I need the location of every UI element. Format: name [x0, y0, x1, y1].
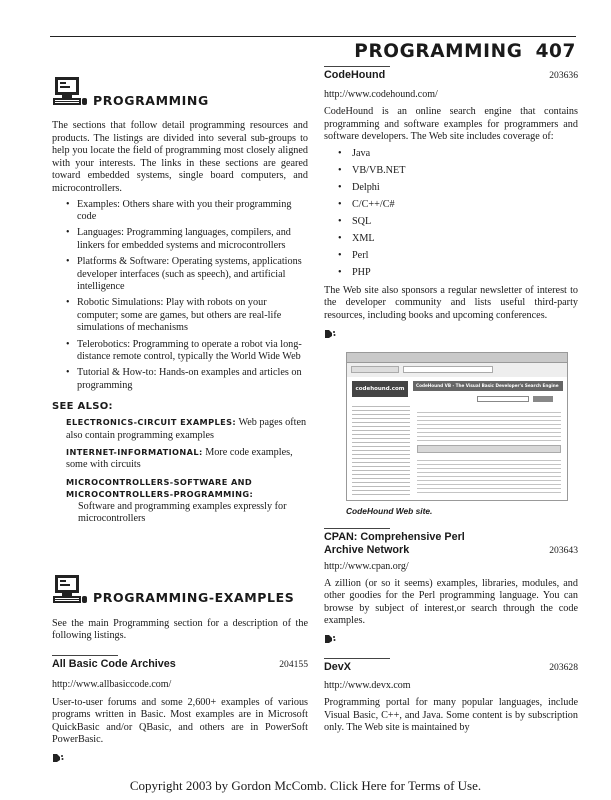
list-item: • Examples: Others share with you their programming code [66, 199, 308, 224]
listing-id: 203643 [549, 544, 578, 556]
language-list [338, 148, 578, 279]
listing-name: CodeHound [324, 69, 386, 81]
copyright-footer[interactable]: Copyright 2003 by Gordon McComb. Click Here for Terms of Use. [129, 778, 482, 793]
see-also-item [66, 476, 308, 526]
screenshot-caption: CodeHound Web site. [346, 505, 433, 516]
listing-allbasic [52, 655, 308, 763]
browser-toolbar [351, 366, 399, 373]
list-item: • Languages: Programming languages, compilers, and linkers for embedded systems and microcontrollers [66, 227, 308, 252]
list-item: • Telerobotics: Programming to operate a robot via long-distance remote control, typically the World Wide Web [66, 339, 308, 364]
programming-examples-title: PROGRAMMING-EXAMPLES [93, 590, 295, 605]
programming-examples-heading [52, 574, 308, 606]
see-also-item [66, 446, 308, 472]
computer-icon [52, 76, 88, 108]
list-item: • XML [338, 233, 578, 245]
see-also-desc: More code examples, some with circuits [66, 447, 293, 471]
listing-url[interactable]: http://www.allbasiccode.com/ [52, 678, 172, 690]
see-also-link[interactable]: ELECTRONICS-CIRCUIT EXAMPLES: [66, 417, 237, 428]
codehound-search-box[interactable] [477, 396, 529, 402]
codehound-logo: codehound.com [352, 381, 408, 397]
see-also-desc: Software and programming examples expressly for microcontrollers [78, 500, 287, 525]
listing-name-line: CPAN: Comprehensive Perl [324, 530, 465, 543]
right-column [324, 66, 578, 735]
listing-id: 204155 [279, 658, 308, 670]
listing-cpan [324, 528, 578, 644]
listing-id: 203628 [549, 661, 578, 673]
page-number: 407 [535, 41, 576, 62]
list-item: • SQL [338, 216, 578, 228]
listing-name [324, 531, 465, 557]
left-column [52, 76, 308, 763]
listing-divider [324, 528, 390, 529]
listing-header [324, 69, 578, 82]
list-item: • Tutorial & How-to: Hands-on examples and articles on programming [66, 367, 308, 392]
computer-icon [52, 574, 88, 606]
see-also-desc: Web pages often also contain programming examples [66, 417, 307, 441]
codehound-content-lower [417, 457, 561, 495]
listing-url[interactable]: http://www.devx.com [324, 679, 411, 691]
codehound-sidebar [352, 403, 410, 495]
listing-divider [324, 66, 390, 67]
speech-icon [324, 634, 336, 644]
codehound-link-bar [417, 445, 561, 453]
listing-header [52, 658, 308, 671]
codehound-screenshot [346, 352, 568, 501]
listing-codehound [324, 66, 578, 516]
running-head-section: PROGRAMMING [354, 41, 523, 62]
see-also-heading: SEE ALSO: [52, 401, 113, 413]
listing-name-line: Archive Network [324, 543, 410, 556]
programming-section-heading [52, 76, 308, 108]
programming-intro: The sections that follow detail programming resources and products. The listings are divided into several sub-groups to help you locate the field of programming most closely aligned with your interests. The links in these sections are geared toward embedded systems, single board computers, and microcontrollers. [52, 120, 308, 194]
running-head [354, 41, 576, 62]
list-item: • Java [338, 148, 578, 160]
page-header [50, 36, 576, 62]
see-also-link[interactable]: INTERNET-INFORMATIONAL: [66, 447, 203, 458]
listing-name: All Basic Code Archives [52, 657, 176, 670]
programming-examples-intro: See the main Programming section for a description of the following listings. [52, 617, 308, 642]
listing-devx [324, 658, 578, 735]
see-also-item [66, 416, 308, 442]
list-item: • PHP [338, 267, 578, 279]
codehound-search-button[interactable] [533, 396, 553, 402]
browser-titlebar [347, 353, 567, 363]
list-item: • Robotic Simulations: Play with robots on your computer; some are games, but others are real-life simulations of mechanisms [66, 297, 308, 334]
listing-header [324, 661, 578, 674]
listing-name: DevX [324, 660, 352, 673]
speech-icon [324, 329, 336, 339]
listing-divider [324, 658, 390, 659]
list-item: • VB/VB.NET [338, 165, 578, 177]
listing-header [324, 531, 578, 557]
listing-desc: User-to-user forums and some 2,600+ examples of various programs written in Basic. Most examples are in Microsoft QuickBasic and/or QBasic, and others are in PowerSoft PowerBasic. [52, 696, 308, 746]
listing-id: 203636 [549, 70, 578, 81]
see-also-link[interactable]: MICROCONTROLLERS-SOFTWARE AND MICROCONTROLLERS-PROGRAMMING: [66, 476, 254, 500]
speech-icon [52, 753, 64, 763]
codehound-site-title: CodeHound VB - The Visual Basic Developer's Search Engine [413, 381, 563, 391]
listing-divider [52, 655, 118, 656]
list-item: • Delphi [338, 182, 578, 194]
listing-desc-2: The Web site also sponsors a regular newsletter of interest to the developer community and lists useful third-party resources, including books and upcoming conferences. [324, 284, 578, 321]
listing-url[interactable]: http://www.cpan.org/ [324, 560, 409, 572]
listing-desc: CodeHound is an online search engine that contains programming and software examples for programmers and software developers. The Web site includes coverage of: [324, 106, 578, 143]
list-item: • C/C++/C# [338, 199, 578, 211]
browser-address-bar [403, 366, 493, 373]
programming-title: PROGRAMMING [93, 92, 209, 108]
listing-desc: Programming portal for many popular languages, include Visual Basic, C++, and Java. Some content is by subscription only. The Web site is maintained by [324, 696, 578, 734]
listing-desc: A zillion (or so it seems) examples, libraries, modules, and other goodies for the Perl programming language. You can browse by subject of interest,or search through the code examples. [324, 577, 578, 627]
codehound-content [417, 409, 561, 441]
listing-url[interactable]: http://www.codehound.com/ [324, 89, 438, 100]
list-item: • Perl [338, 250, 578, 262]
list-item: • Platforms & Software: Operating systems, applications developer interfaces (such as speech), and artificial intelligence [66, 256, 308, 293]
subgroup-list [66, 199, 308, 393]
